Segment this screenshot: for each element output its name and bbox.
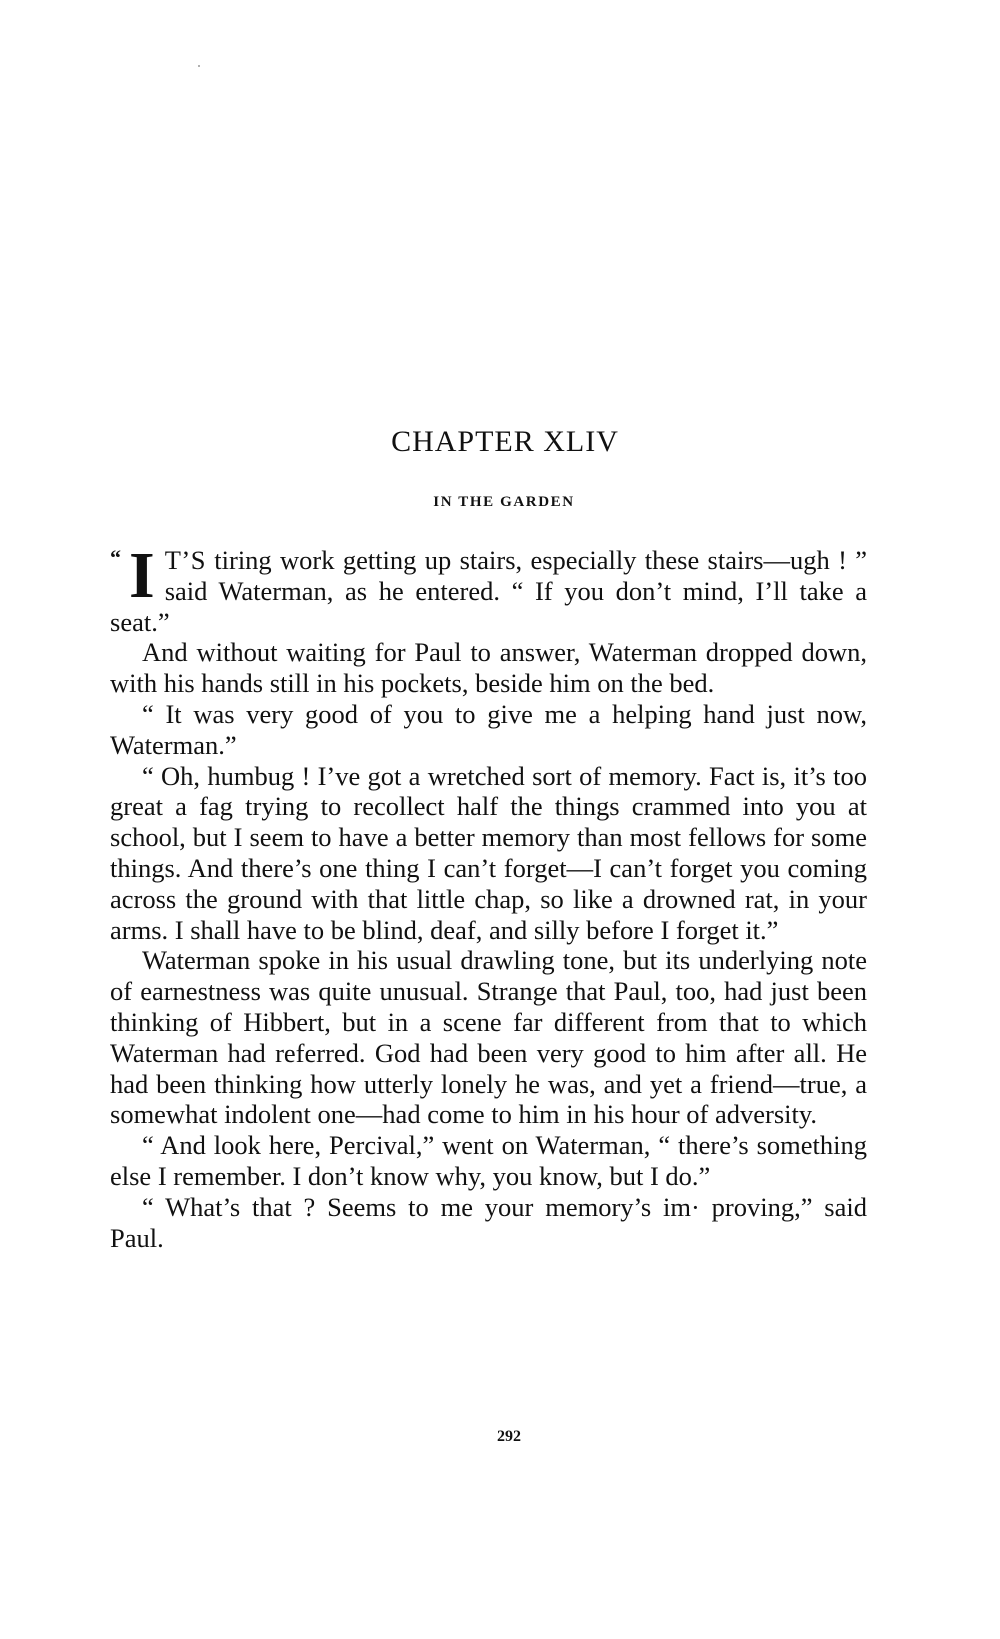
paragraph: “ What’s that ? Seems to me your memory’s im· proving,” said Paul.	[110, 1191, 867, 1253]
paragraph: “ And look here, Percival,” went on Waterman, “ there’s something else I remember. I don’t know why, you know, but I do.”	[110, 1130, 867, 1191]
page-number: 292	[497, 1428, 521, 1445]
opening-quote-mark: “	[110, 545, 121, 570]
paragraph: And without waiting for Paul to answer, Waterman dropped down, with his hands still in his pockets, beside him on the bed.	[110, 637, 867, 699]
paragraph: Waterman spoke in his usual drawling tone, but its underlying note of earnestness was quite unusual. Strange that Paul, too, had just been thinking of Hibbert, but in a scene far different from that to which Waterman had referred. God had been very good to him after all. He had been thinking how utterly lonely he was, and yet a friend—true, a somewhat indolent one—had come to him in his hour of adversity.	[110, 945, 867, 1130]
opening-first-word: T’S	[164, 545, 206, 575]
chapter-body	[110, 539, 867, 1253]
paragraph: “ Oh, humbug ! I’ve got a wretched sort of memory. Fact is, it’s too great a fag trying to recollect half the things crammed into you at school, but I seem to have a better memory than most fellows for some things. And there’s one thing I can’t forget—I can’t forget you coming across the ground with that little chap, so like a drowned rat, in your arms. I shall have to be blind, deaf, and silly before I forget it.”	[110, 760, 867, 945]
chapter-title: CHAPTER XLIV	[391, 425, 619, 458]
opening-paragraph	[110, 539, 867, 637]
chapter-subtitle: IN THE GARDEN	[433, 494, 575, 510]
paragraph: “ It was very good of you to give me a helping hand just now, Waterman.”	[110, 698, 867, 760]
drop-cap-letter: I	[129, 539, 155, 612]
paper-speck	[198, 65, 200, 67]
opening-paragraph-text: tiring work getting up stairs, especially these stairs—ugh ! ” said Waterman, as he entered. “ If you don’t mind, I’ll take a seat.”	[110, 545, 867, 637]
